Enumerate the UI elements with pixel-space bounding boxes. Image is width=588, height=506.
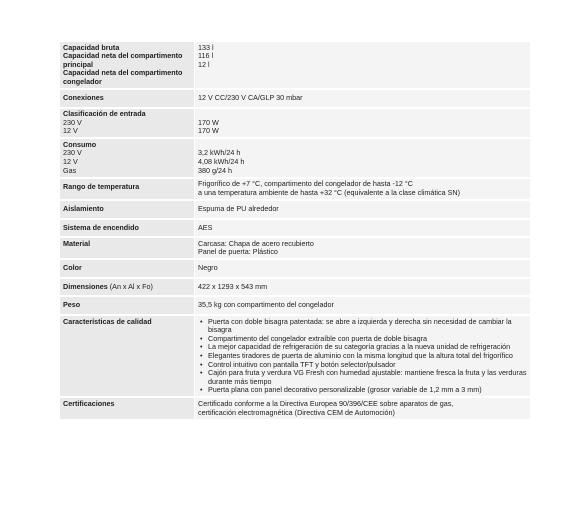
- label-consumo-title: Consumo: [63, 139, 97, 149]
- value-material-carcasa: Carcasa: Chapa de acero recubierto: [198, 238, 314, 248]
- label-dimensiones-unit: (An x Al x Fo): [109, 281, 153, 291]
- row-color: [60, 259, 530, 278]
- row-encendido: [60, 219, 530, 238]
- spec-table: [60, 42, 530, 419]
- label-clasificacion-230v: 230 V: [63, 117, 82, 127]
- list-item: • Cajón para fruta y verdura VG Fresh con humedad ajustable: mantiene fresca la fruta y las verduras durante más tiempo: [208, 369, 527, 386]
- value-capacidad-congelador: 12 l: [198, 59, 210, 69]
- row-aislamiento: [60, 200, 530, 219]
- label-capacidad: [60, 42, 195, 89]
- label-capacidad-bruta: Capacidad bruta: [63, 42, 120, 52]
- label-clasificacion-12v: 12 V: [63, 126, 78, 136]
- label-certificaciones: Certificaciones: [60, 397, 195, 418]
- value-material: [195, 237, 531, 259]
- label-consumo: [60, 138, 195, 177]
- value-consumo-12v: 4,08 kWh/24 h: [198, 157, 245, 167]
- value-aislamiento: Espuma de PU alrededor: [195, 200, 531, 219]
- row-clasificacion: [60, 108, 530, 139]
- list-item: • La mejor capacidad de refrigeración de su categoría gracias a la nueva unidad de refrigeración: [208, 343, 527, 352]
- value-certificaciones-line2: certificación electromagnética (Directiva CEM de Automoción): [198, 407, 395, 417]
- value-capacidad-bruta: 133 l: [198, 42, 214, 52]
- value-peso: 35,5 kg con compartimento del congelador: [195, 296, 531, 315]
- value-capacidad: [195, 42, 531, 89]
- value-dimensiones: 422 x 1293 x 543 mm: [195, 278, 531, 297]
- row-capacidad: [60, 42, 530, 89]
- value-color: Negro: [195, 259, 531, 278]
- value-encendido: AES: [195, 219, 531, 238]
- label-dimensiones: [60, 278, 195, 297]
- row-consumo: [60, 138, 530, 177]
- value-consumo-gas: 380 g/24 h: [198, 165, 232, 175]
- value-rango-temperatura: [195, 178, 531, 200]
- label-peso: Peso: [60, 296, 195, 315]
- value-consumo: [195, 138, 531, 177]
- label-clasificacion: [60, 108, 195, 139]
- label-color: Color: [60, 259, 195, 278]
- value-certificaciones: [195, 397, 531, 418]
- row-calidad: [60, 315, 530, 397]
- calidad-list: [198, 318, 527, 395]
- value-clasificacion-12v: 170 W: [198, 126, 219, 136]
- label-encendido: Sistema de encendido: [60, 219, 195, 238]
- label-consumo-230v: 230 V: [63, 148, 82, 158]
- label-conexiones: Conexiones: [60, 89, 195, 108]
- value-clasificacion-230v: 170 W: [198, 117, 219, 127]
- list-item: • Control intuitivo con pantalla TFT y botón selector/pulsador: [208, 361, 527, 370]
- value-calidad: [195, 315, 531, 397]
- row-rango-temperatura: [60, 178, 530, 200]
- value-conexiones: 12 V CC/230 V CA/GLP 30 mbar: [195, 89, 531, 108]
- label-consumo-gas: Gas: [63, 165, 77, 175]
- value-capacidad-principal: 116 l: [198, 51, 214, 61]
- row-dimensiones: [60, 278, 530, 297]
- row-certificaciones: [60, 397, 530, 418]
- value-rango-line2: a una temperatura ambiente de hasta +32 °C (equivalente a la clase climática SN): [198, 187, 460, 197]
- label-consumo-12v: 12 V: [63, 157, 78, 167]
- list-item: • Puerta con doble bisagra patentada: se abre a izquierda y derecha sin necesidad de cambiar la bisagra: [208, 318, 527, 335]
- value-material-panel: Panel de puerta: Plástico: [198, 247, 278, 257]
- label-calidad: Características de calidad: [60, 315, 195, 397]
- label-material: Material: [60, 237, 195, 259]
- label-capacidad-principal: Capacidad neta del compartimento principal: [63, 51, 183, 69]
- value-rango-line1: Frigorífico de +7 °C, compartimento del congelador de hasta -12 °C: [198, 179, 413, 189]
- row-material: [60, 237, 530, 259]
- row-peso: [60, 296, 530, 315]
- value-certificaciones-line1: Certificado conforme a la Directiva Europea 90/396/CEE sobre aparatos de gas,: [198, 398, 454, 408]
- value-consumo-230v: 3,2 kWh/24 h: [198, 148, 241, 158]
- row-conexiones: [60, 89, 530, 108]
- label-clasificacion-title: Clasificación de entrada: [63, 109, 146, 119]
- label-dimensiones-title: Dimensiones: [63, 281, 108, 291]
- list-item: • Compartimento del congelador extraíble con puerta de doble bisagra: [208, 335, 527, 344]
- label-aislamiento: Aislamiento: [60, 200, 195, 219]
- list-item: • Puerta plana con panel decorativo personalizable (grosor variable de 1,2 mm a 3 mm): [208, 386, 527, 395]
- label-rango-temperatura: Rango de temperatura: [60, 178, 195, 200]
- label-capacidad-congelador: Capacidad neta del compartimento congelador: [63, 68, 183, 86]
- value-clasificacion: [195, 108, 531, 139]
- list-item: • Elegantes tiradores de puerta de aluminio con la misma longitud que la altura total del frigorífico: [208, 352, 527, 361]
